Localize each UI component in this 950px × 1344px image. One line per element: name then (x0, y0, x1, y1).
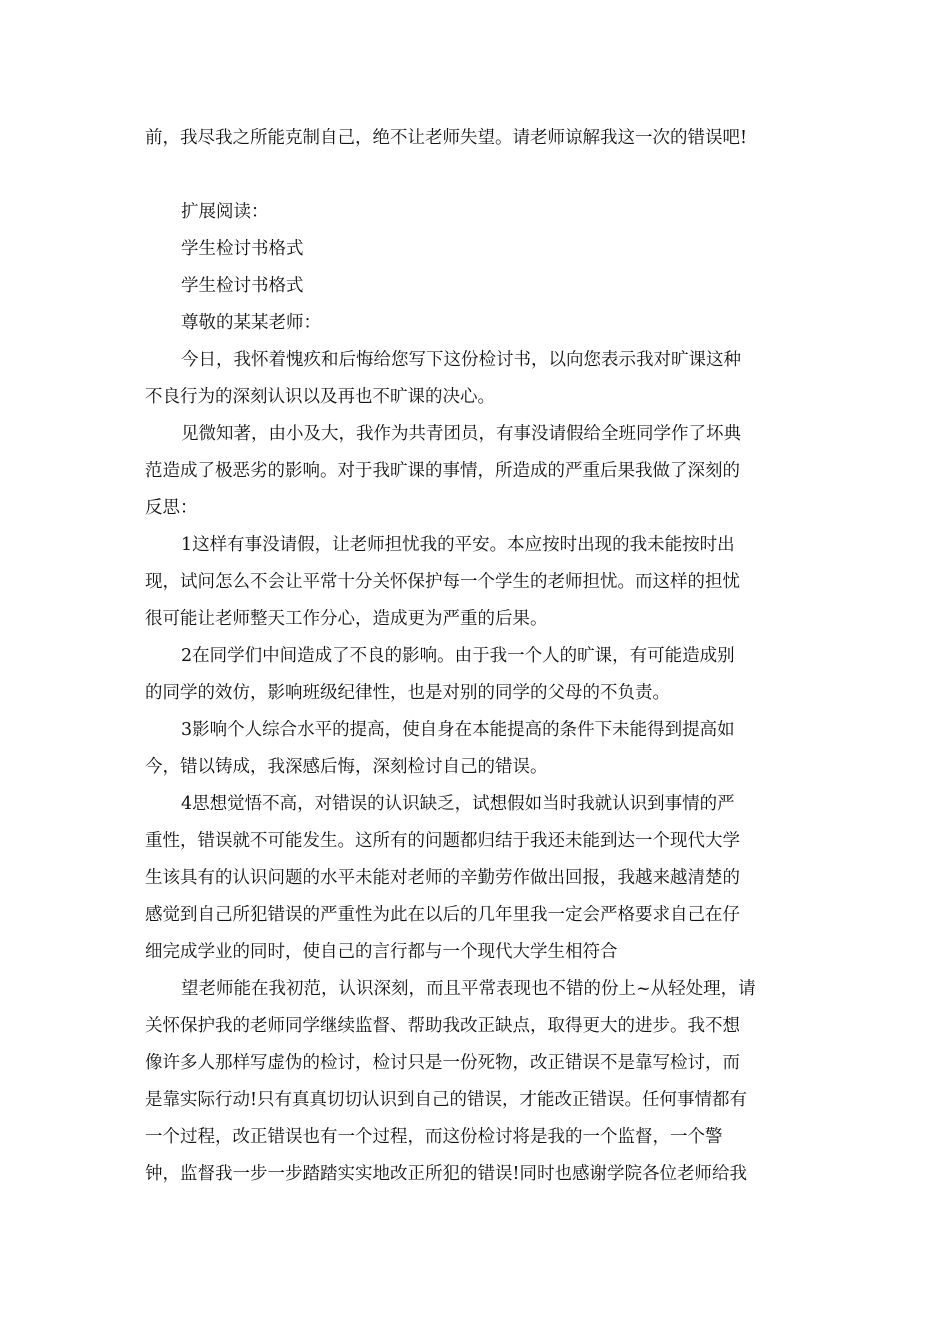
paragraph-line: 今，错以铸成，我深感后悔，深刻检讨自己的错误。 (145, 757, 548, 777)
paragraph-line: 范造成了极恶劣的影响。对于我旷课的事情，所造成的严重后果我做了深刻的 (145, 461, 740, 481)
extended-reading-label: 扩展阅读： (181, 202, 269, 222)
salutation: 尊敬的某某老师： (181, 313, 321, 333)
paragraph-line: 一个过程，改正错误也有一个过程，而这份检讨将是我的一个监督，一个警 (145, 1127, 723, 1147)
paragraph-line: 像许多人那样写虚伪的检讨，检讨只是一份死物，改正错误不是靠写检讨，而 (145, 1053, 740, 1073)
paragraph-line: 望老师能在我初范，认识深刻，而且平常表现也不错的份上~从轻处理，请 (181, 979, 756, 999)
paragraph-line: 今日，我怀着愧疚和后悔给您写下这份检讨书，以向您表示我对旷课这种 (181, 350, 741, 370)
paragraph-line: 细完成学业的同时，使自己的言行都与一个现代大学生相符合 (145, 942, 618, 962)
paragraph-line: 反思： (145, 498, 198, 518)
subtitle-line: 学生检讨书格式 (181, 276, 304, 296)
paragraph-line: 关怀保护我的老师同学继续监督、帮助我改正缺点，取得更大的进步。我不想 (145, 1016, 740, 1036)
paragraph-line: 钟，监督我一步一步踏踏实实地改正所犯的错误!同时也感谢学院各位老师给我 (145, 1164, 748, 1184)
subtitle-line: 学生检讨书格式 (181, 239, 304, 259)
paragraph-line: 现，试问怎么不会让平常十分关怀保护每一个学生的老师担忧。而这样的担忧 (145, 572, 740, 592)
paragraph-line: 前，我尽我之所能克制自己，绝不让老师失望。请老师谅解我这一次的错误吧! (145, 128, 748, 148)
paragraph-line: 生该具有的认识问题的水平未能对老师的辛勤劳作做出回报，我越来越清楚的 (145, 868, 740, 888)
document-top-block (145, 120, 805, 157)
paragraph-line: 见微知著，由小及大，我作为共青团员，有事没请假给全班同学作了坏典 (181, 424, 741, 444)
paragraph-line: 是靠实际行动!只有真真切切认识到自己的错误，才能改正错误。任何事情都有 (145, 1090, 748, 1110)
paragraph-line: 3影响个人综合水平的提高，使自身在本能提高的条件下未能得到提高如 (181, 720, 735, 740)
document-body-block (145, 194, 805, 1193)
paragraph-line: 的同学的效仿，影响班级纪律性，也是对别的同学的父母的不负责。 (145, 683, 670, 703)
paragraph-line: 1这样有事没请假，让老师担忧我的平安。本应按时出现的我未能按时出 (181, 535, 735, 555)
paragraph-line: 4思想觉悟不高，对错误的认识缺乏，试想假如当时我就认识到事情的严 (181, 794, 735, 814)
paragraph-line: 不良行为的深刻认识以及再也不旷课的决心。 (145, 387, 495, 407)
paragraph-line: 2在同学们中间造成了不良的影响。由于我一个人的旷课，有可能造成别 (181, 646, 735, 666)
paragraph-line: 很可能让老师整天工作分心，造成更为严重的后果。 (145, 609, 548, 629)
paragraph-line: 重性，错误就不可能发生。这所有的问题都归结于我还未能到达一个现代大学 (145, 831, 740, 851)
paragraph-line: 感觉到自己所犯错误的严重性为此在以后的几年里我一定会严格要求自己在仔 (145, 905, 740, 925)
